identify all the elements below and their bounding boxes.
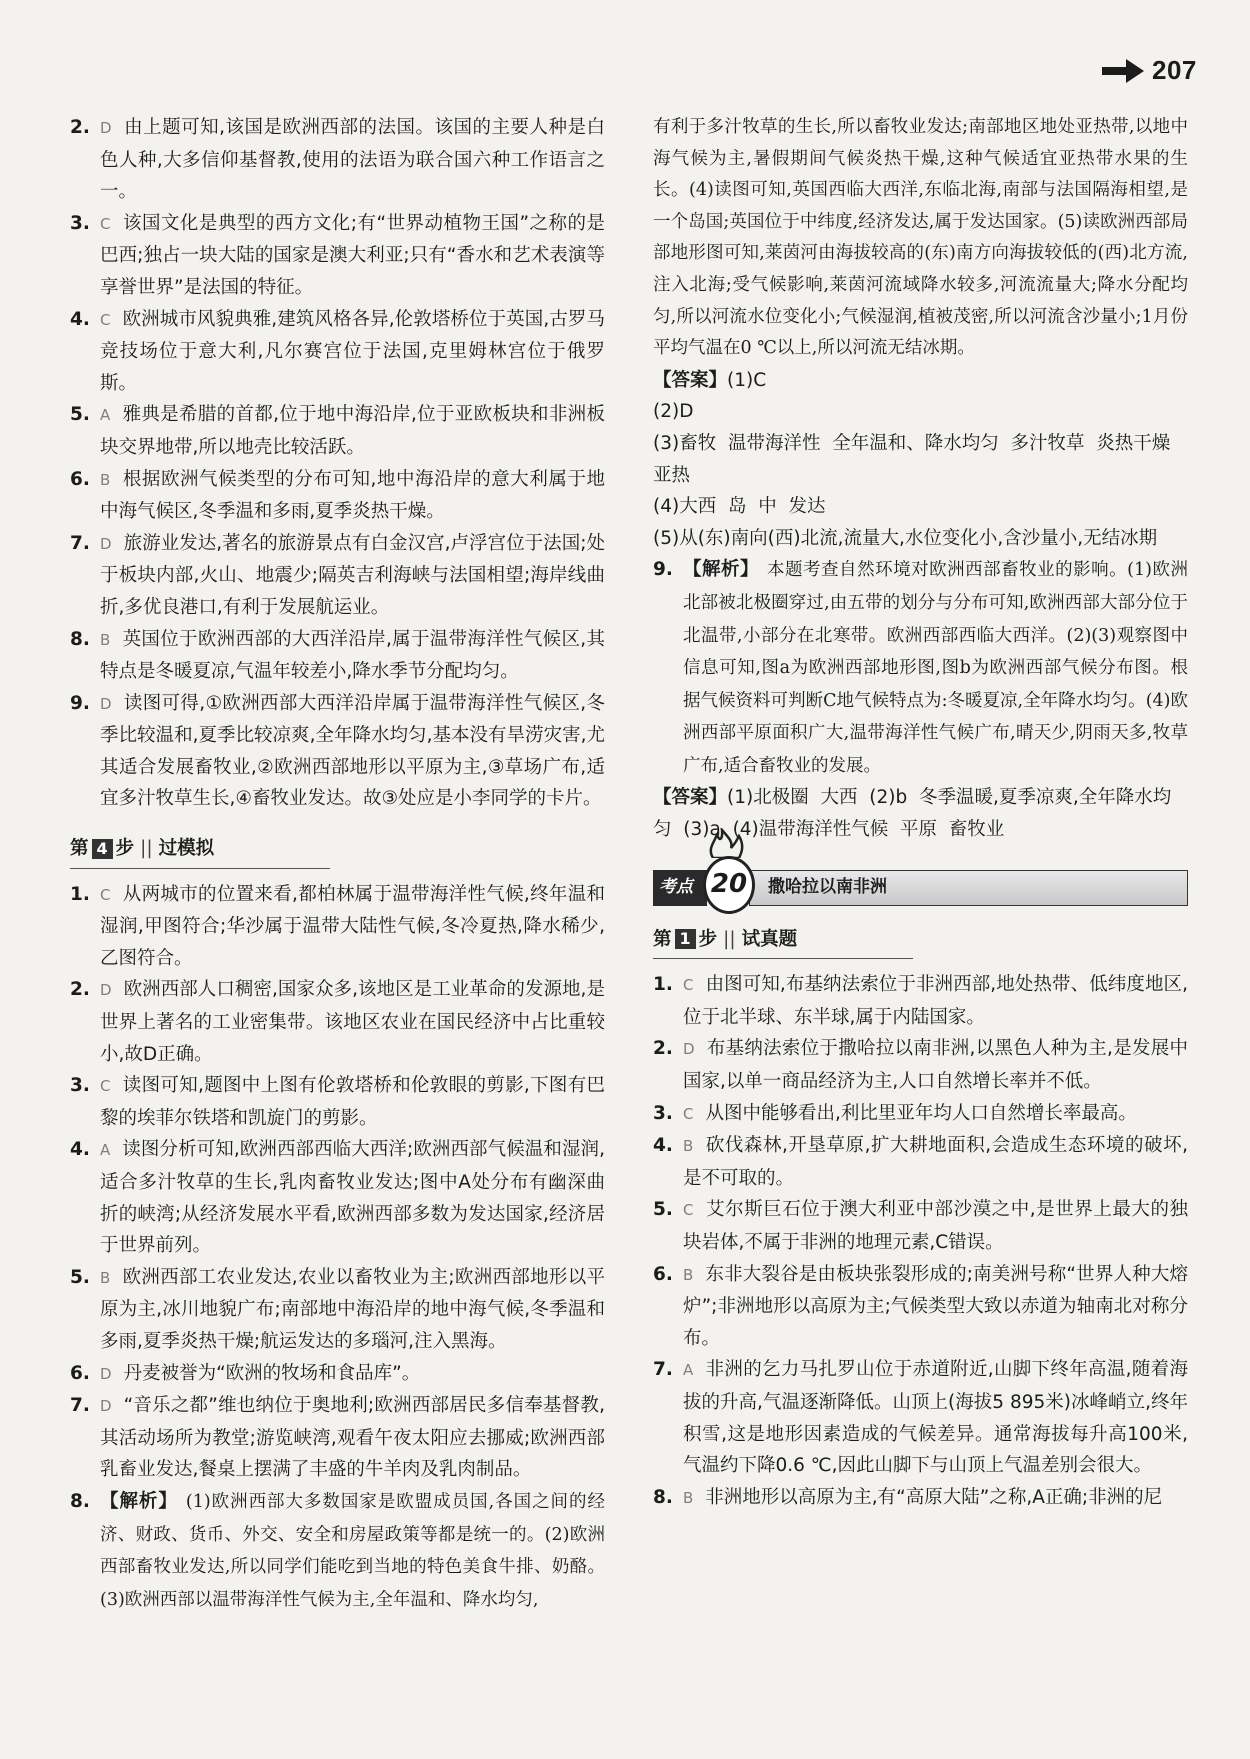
- answer-item: [70, 208, 605, 304]
- item-choice: A: [100, 1141, 111, 1160]
- item-text: 欧洲西部工农业发达,农业以畜牧业为主;欧洲西部地形以平原为主,冰川地貌广布;南部地中海沿岸的地中海气候,冬季温和多雨,夏季炎热干燥;航运发达的多瑙河,注入黑海。: [100, 1266, 605, 1352]
- item-text: 布基纳法索位于撒哈拉以南非洲,以黑色人种为主,是发展中国家,以单一商品经济为主,人口自然增长率并不低。: [683, 1038, 1188, 1093]
- answer-item: [70, 879, 605, 975]
- item-choice: D: [100, 1397, 112, 1416]
- item-text: 丹麦被誉为“欧洲的牧场和食品库”。: [123, 1362, 421, 1384]
- answer-9: 【答案】(1)北极圈 大西 (2)b 冬季温暖,夏季凉爽,全年降水均匀 (3)a (4)温带海洋性气候 平原 畜牧业: [653, 787, 1172, 841]
- item-number: 3.: [70, 1075, 90, 1097]
- item-choice: A: [100, 406, 111, 425]
- answer-item: [653, 969, 1188, 1033]
- continuation-text: 有利于多汁牧草的生长,所以畜牧业发达;南部地区地处亚热带,以地中海气候为主,暑假期间气候炎热干燥,这种气候适宜亚热带水果的生长。(4)读图可知,英国西临大西洋,东临北海,南部与法国隔海相望,是一个岛国;英国位于中纬度,经济发达,属于发达国家。(5)读欧洲西部局部地形图可知,莱茵河由海拔较高的(东)南方向海拔较低的(西)北方流,注入北海;受气候影响,莱茵河流域降水较多,河流流量大;降水分配均匀,所以河流水位变化小;气候湿润,植被茂密,所以河流含沙量小;1月份平均气温在0 ℃以上,所以河流无结冰期。: [653, 117, 1188, 359]
- item-text: 读图可得,①欧洲西部大西洋沿岸属于温带海洋性气候区,冬季比较温和,夏季比较凉爽,全年降水均匀,基本没有旱涝灾害,尤其适合发展畜牧业,②欧洲西部地形以平原为主,③草场广布,适宜多汁牧草生长,④畜牧业发达。故③处应是小李同学的卡片。: [100, 692, 605, 810]
- arrow-right-icon: [1100, 56, 1146, 86]
- answer-item: [70, 1262, 605, 1358]
- answer-item: [70, 1390, 605, 1486]
- item-number: 2.: [70, 117, 90, 138]
- answer-item: [70, 624, 605, 688]
- item-text: 非洲的乞力马扎罗山位于赤道附近,山脚下终年高温,随着海拔的升高,气温逐渐降低。山顶上(海拔5 895米)冰峰峭立,终年积雪,这是地形因素造成的气候差异。通常海拔每升高100米,气温约下降0.6 ℃,因此山脚下与山顶上气温差别会很大。: [683, 1359, 1188, 1477]
- answer-item: [70, 688, 605, 815]
- item-number: 3.: [70, 212, 90, 234]
- answer-item: [70, 399, 605, 463]
- item-number: 6.: [70, 1362, 90, 1384]
- answer-list-a: [70, 112, 605, 815]
- item-choice: D: [100, 119, 112, 137]
- page-number: [1100, 55, 1197, 86]
- answer-item: [653, 1354, 1188, 1481]
- item-text: 雅典是希腊的首都,位于地中海沿岸,位于亚欧板块和非洲板块交界地带,所以地壳比较活跃。: [100, 404, 605, 458]
- item-choice: C: [683, 1201, 694, 1220]
- item-text: 由上题可知,该国是欧洲西部的法国。该国的主要人种是白色人种,大多信仰基督教,使用的法语为联合国六种工作语言之一。: [100, 117, 605, 203]
- answer-item: [653, 1130, 1188, 1194]
- answer-list-c: [653, 969, 1188, 1514]
- item-text: 根据欧洲气候类型的分布可知,地中海沿岸的意大利属于地中海气候区,冬季温和多雨,夏季炎热干燥。: [100, 468, 605, 523]
- item-text: 从图中能够看出,利比里亚年均人口自然增长率最高。: [705, 1102, 1137, 1124]
- flame-icon: [705, 828, 747, 858]
- item-number: 8.: [70, 628, 90, 650]
- item-number: 5.: [70, 1266, 90, 1288]
- kaodian-header: [653, 870, 1188, 906]
- item-number: 8.: [653, 1486, 673, 1508]
- kaodian-title: 撒哈拉以南非洲: [749, 870, 1188, 906]
- item-choice: A: [683, 1361, 694, 1380]
- item-choice: D: [100, 1364, 112, 1383]
- item-choice: C: [100, 310, 111, 329]
- answer-item: [70, 304, 605, 400]
- answer-item: [70, 464, 605, 528]
- item-choice: B: [100, 630, 111, 649]
- item-number: 6.: [70, 468, 90, 490]
- item-text: “音乐之都”维也纳位于奥地利;欧洲西部居民多信奉基督教,其活动场所为教堂;游览峡湾,观看午夜太阳应去挪威;欧洲西部乳畜业发达,餐桌上摆满了丰盛的牛羊肉及乳肉制品。: [100, 1395, 605, 1481]
- item-text: 东非大裂谷是由板块张裂形成的;南美洲号称“世界人种大熔炉”;非洲地形以高原为主;气候类型大致以赤道为轴南北对称分布。: [683, 1263, 1188, 1349]
- answer-item-9: 9. 【解析】 本题考查自然环境对欧洲西部畜牧业的影响。(1)欧洲北部被北极圈穿过,由五带的划分与分布可知,欧洲西部大部分位于北温带,小部分在北寒带。欧洲西部西临大西洋。(2)(3)观察图中信息可知,图a为欧洲西部地形图,图b为欧洲西部气候分布图。根据气候资料可判断C地气候特点为:冬暖夏凉,全年降水均匀。(4)欧洲西部平原面积广大,温带海洋性气候广布,晴天少,阴雨天多,牧草广布,适合畜牧业的发展。: [653, 559, 1188, 776]
- item-choice: D: [100, 694, 112, 713]
- item-number: 5.: [653, 1199, 673, 1221]
- item-number: 2.: [70, 979, 90, 1001]
- step-4-header: 第 4 步 || 过模拟: [70, 833, 330, 869]
- answer-item: [653, 1482, 1188, 1515]
- item-text: 读图分析可知,欧洲西部西临大西洋;欧洲西部气候温和湿润,适合多汁牧草的生长,乳肉畜牧业发达;图中A处分布有幽深曲折的峡湾;从经济发展水平看,欧洲西部多数为发达国家,经济居于世界前列。: [100, 1139, 605, 1257]
- page-number-text: 207: [1152, 55, 1197, 85]
- item-choice: C: [683, 1104, 694, 1123]
- item-text: 欧洲西部人口稠密,国家众多,该地区是工业革命的发源地,是世界上著名的工业密集带。该地区农业在国民经济中占比重较小,故D正确。: [100, 979, 605, 1065]
- answer-item: [653, 1033, 1188, 1097]
- item-number: 1.: [653, 974, 673, 996]
- step-1-header: 第 1 步 || 试真题: [653, 924, 913, 960]
- item-number: 3.: [653, 1102, 673, 1124]
- answer-item: [653, 1098, 1188, 1131]
- item-text: 从两城市的位置来看,都柏林属于温带海洋性气候,终年温和湿润,甲图符合;华沙属于温带大陆性气候,冬冷夏热,降水稀少,乙图符合。: [100, 883, 605, 969]
- item-number: 1.: [70, 883, 90, 905]
- item-choice: C: [100, 214, 111, 233]
- item-choice: B: [683, 1488, 694, 1507]
- item-choice: B: [100, 1268, 111, 1287]
- answer-item: [70, 112, 605, 208]
- item-number: 7.: [653, 1359, 673, 1381]
- answer-item-8: 8. 【解析】 (1)欧洲西部大多数国家是欧盟成员国,各国之间的经济、财政、货币、外交、安全和房屋政策等都是统一的。(2)欧洲西部畜牧业发达,所以同学们能吃到当地的特色美食牛排、奶酪。(3)欧洲西部以温带海洋性气候为主,全年温和、降水均匀,: [70, 1490, 605, 1610]
- item-text: 读图可知,题图中上图有伦敦塔桥和伦敦眼的剪影,下图有巴黎的埃菲尔铁塔和凯旋门的剪影。: [100, 1075, 605, 1129]
- answer-item: [653, 1259, 1188, 1355]
- kaodian-number: 20: [703, 856, 755, 914]
- item-choice: B: [683, 1137, 694, 1156]
- item-text: 旅游业发达,著名的旅游景点有白金汉宫,卢浮宫位于法国;处于板块内部,火山、地震少;隔英吉利海峡与法国相望;海岸线曲折,多优良港口,有利于发展航运业。: [100, 532, 605, 618]
- item-text: 该国文化是典型的西方文化;有“世界动植物王国”之称的是巴西;独占一块大陆的国家是澳大利亚;只有“香水和艺术表演等享誉世界”是法国的特征。: [100, 212, 605, 298]
- item-choice: C: [100, 885, 111, 904]
- item-text: 英国位于欧洲西部的大西洋沿岸,属于温带海洋性气候区,其特点是冬暖夏凉,气温年较差小,降水季节分配均匀。: [100, 628, 605, 683]
- item-choice: D: [100, 534, 112, 553]
- answer-item: [70, 528, 605, 624]
- item-text: 由图可知,布基纳法索位于非洲西部,地处热带、低纬度地区,位于北半球、东半球,属于内陆国家。: [683, 974, 1188, 1028]
- item-number: 9.: [70, 692, 90, 714]
- answer-item: [70, 1134, 605, 1261]
- right-column: [653, 112, 1188, 1514]
- item-choice: D: [100, 981, 112, 1000]
- answer-item: [70, 1070, 605, 1134]
- item-number: 7.: [70, 532, 90, 554]
- answer-item: [70, 974, 605, 1070]
- item-choice: D: [683, 1040, 695, 1059]
- kaodian-label: 考点: [653, 870, 707, 906]
- item-choice: C: [100, 1077, 111, 1096]
- answer-list-b: [70, 879, 605, 1486]
- item-number: 2.: [653, 1038, 673, 1060]
- item-choice: C: [683, 976, 694, 995]
- item-number: 4.: [70, 1139, 90, 1161]
- item-number: 4.: [653, 1135, 673, 1157]
- answer-item: [653, 1194, 1188, 1258]
- item-text: 砍伐森林,开垦草原,扩大耕地面积,会造成生态环境的破坏,是不可取的。: [683, 1135, 1188, 1189]
- answer-block-8: 【答案】(1)C (2)D (3)畜牧 温带海洋性 全年温和、降水均匀 多汁牧草 炎热干燥 亚热 (4)大西 岛 中 发达 (5)从(东)南向(西)北流,流量大,水位变化小,含沙量小,无结冰期: [653, 369, 1183, 549]
- item-text: 欧洲城市风貌典雅,建筑风格各异,伦敦塔桥位于英国,古罗马竞技场位于意大利,凡尔赛宫位于法国,克里姆林宫位于俄罗斯。: [100, 308, 605, 394]
- item-number: 7.: [70, 1395, 90, 1417]
- item-number: 4.: [70, 308, 90, 330]
- item-number: 5.: [70, 404, 90, 426]
- item-number: 6.: [653, 1263, 673, 1285]
- answer-item: [70, 1358, 605, 1391]
- item-text: 非洲地形以高原为主,有“高原大陆”之称,A正确;非洲的尼: [705, 1486, 1163, 1508]
- left-column: [70, 112, 605, 1616]
- item-choice: B: [100, 470, 111, 489]
- item-choice: B: [683, 1265, 694, 1284]
- item-text: 艾尔斯巨石位于澳大利亚中部沙漠之中,是世界上最大的独块岩体,不属于非洲的地理元素,C错误。: [683, 1199, 1188, 1253]
